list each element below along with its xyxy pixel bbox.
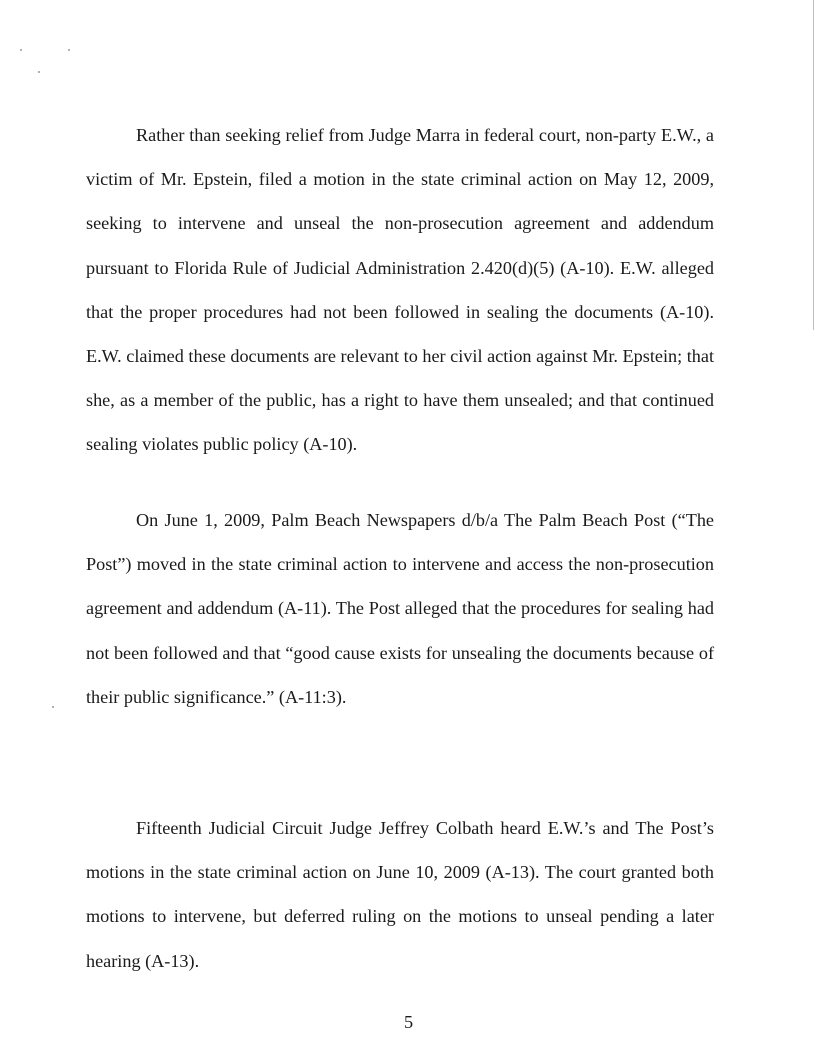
paragraph-colbath-hearing: Fifteenth Judicial Circuit Judge Jeffrey Colbath heard E.W.’s and The Post’s motions in the state criminal action on June 10, 2009 (A-13). The court granted both motions to intervene, but deferred ruling on the motions to unseal pending a later hearing (A-13).	[86, 818, 714, 971]
scan-speck	[20, 49, 22, 51]
paragraph-post-motion: On June 1, 2009, Palm Beach Newspapers d/b/a The Palm Beach Post (“The Post”) moved in the state criminal action to intervene and access the non-prosecution agreement and addendum (A-11). The Post alleged that the procedures for sealing had not been followed and that “good cause exists for unsealing the documents because of their public significance.” (A-11:3).	[86, 510, 714, 707]
scan-speck	[52, 706, 54, 708]
scan-speck	[38, 71, 40, 73]
page-number: 5	[403, 1012, 414, 1032]
scan-edge-line	[813, 0, 814, 330]
paragraph-ew-motion: Rather than seeking relief from Judge Marra in federal court, non-party E.W., a victim of Mr. Epstein, filed a motion in the state criminal action on May 12, 2009, seeking to intervene and unseal the non-prosecution agreement and addendum pursuant to Florida Rule of Judicial Administration 2.420(d)(5) (A-10). E.W. alleged that the proper procedures had not been followed in sealing the documents (A-10). E.W. claimed these documents are relevant to her civil action against Mr. Epstein; that she, as a member of the public, has a right to have them unsealed; and that continued sealing violates public policy (A-10).	[86, 125, 714, 455]
scan-speck	[68, 49, 70, 51]
